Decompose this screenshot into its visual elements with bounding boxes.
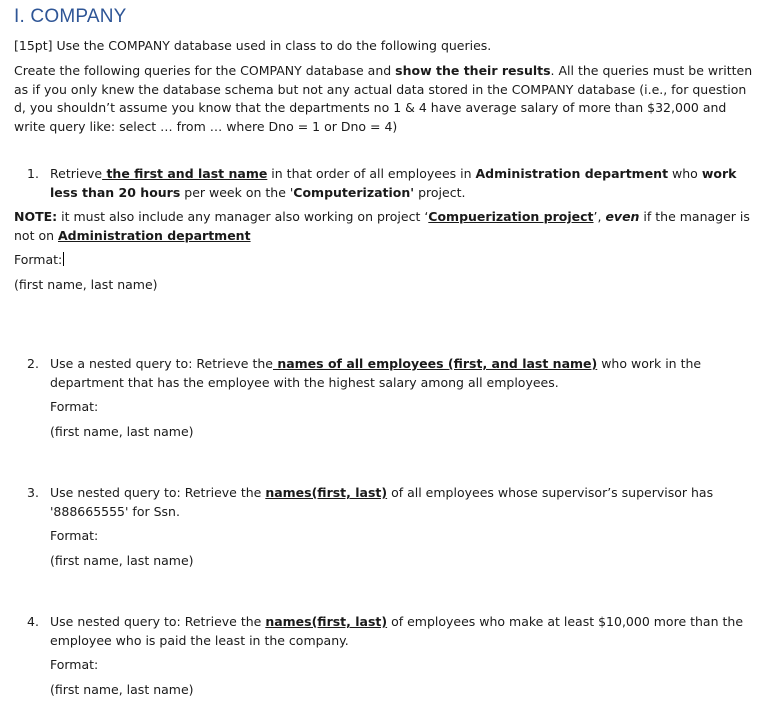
- question-number: 3.: [27, 485, 39, 500]
- question-text: Retrieve the first and last name in that order of all employees in Administration department who work less than 20 hours per week on the 'Computerization' project.: [50, 166, 737, 200]
- question-number: 4.: [27, 614, 39, 629]
- question-4: [27, 613, 747, 650]
- text-cursor: [63, 252, 64, 266]
- q3-format-label: Format:: [50, 528, 99, 543]
- question-2: [27, 355, 747, 392]
- q2-format-label: Format:: [50, 399, 99, 414]
- question-3: [27, 484, 747, 521]
- q2-format-value: (first name, last name): [50, 424, 194, 439]
- question-text: Use nested query to: Retrieve the names(first, last) of all employees whose supervisor’s supervisor has '888665555' for Ssn.: [50, 485, 714, 519]
- q1-format-value: (first name, last name): [14, 277, 158, 292]
- note-paragraph: NOTE: it must also include any manager also working on project ‘Compuerization project’, even if the manager is not on Administration department: [14, 209, 750, 243]
- instructions-paragraph: Create the following queries for the COMPANY database and show the their results. All the queries must be written as if you only knew the database schema but not any actual data stored in the COMPANY database (i.e., for question d, you shouldn’t assume you know that the departments no 1 & 4 have average salary of more than $32,000 and write query like: select … from … where Dno = 1 or Dno = 4): [14, 63, 753, 134]
- points-paragraph: [15pt] Use the COMPANY database used in class to do the following queries.: [14, 38, 492, 53]
- question-number: 2.: [27, 356, 39, 371]
- question-number: 1.: [27, 166, 39, 181]
- question-1: [27, 165, 747, 202]
- q4-format-label: Format:: [50, 657, 99, 672]
- q1-format-label: Format:: [14, 252, 63, 267]
- section-heading: I. COMPANY: [14, 6, 127, 27]
- question-text: Use nested query to: Retrieve the names(first, last) of employees who make at least $10,000 more than the employee who is paid the least in the company.: [50, 614, 744, 648]
- q3-format-value: (first name, last name): [50, 553, 194, 568]
- question-text: Use a nested query to: Retrieve the names of all employees (first, and last name) who work in the department that has the employee with the highest salary among all employees.: [50, 356, 702, 390]
- q4-format-value: (first name, last name): [50, 682, 194, 697]
